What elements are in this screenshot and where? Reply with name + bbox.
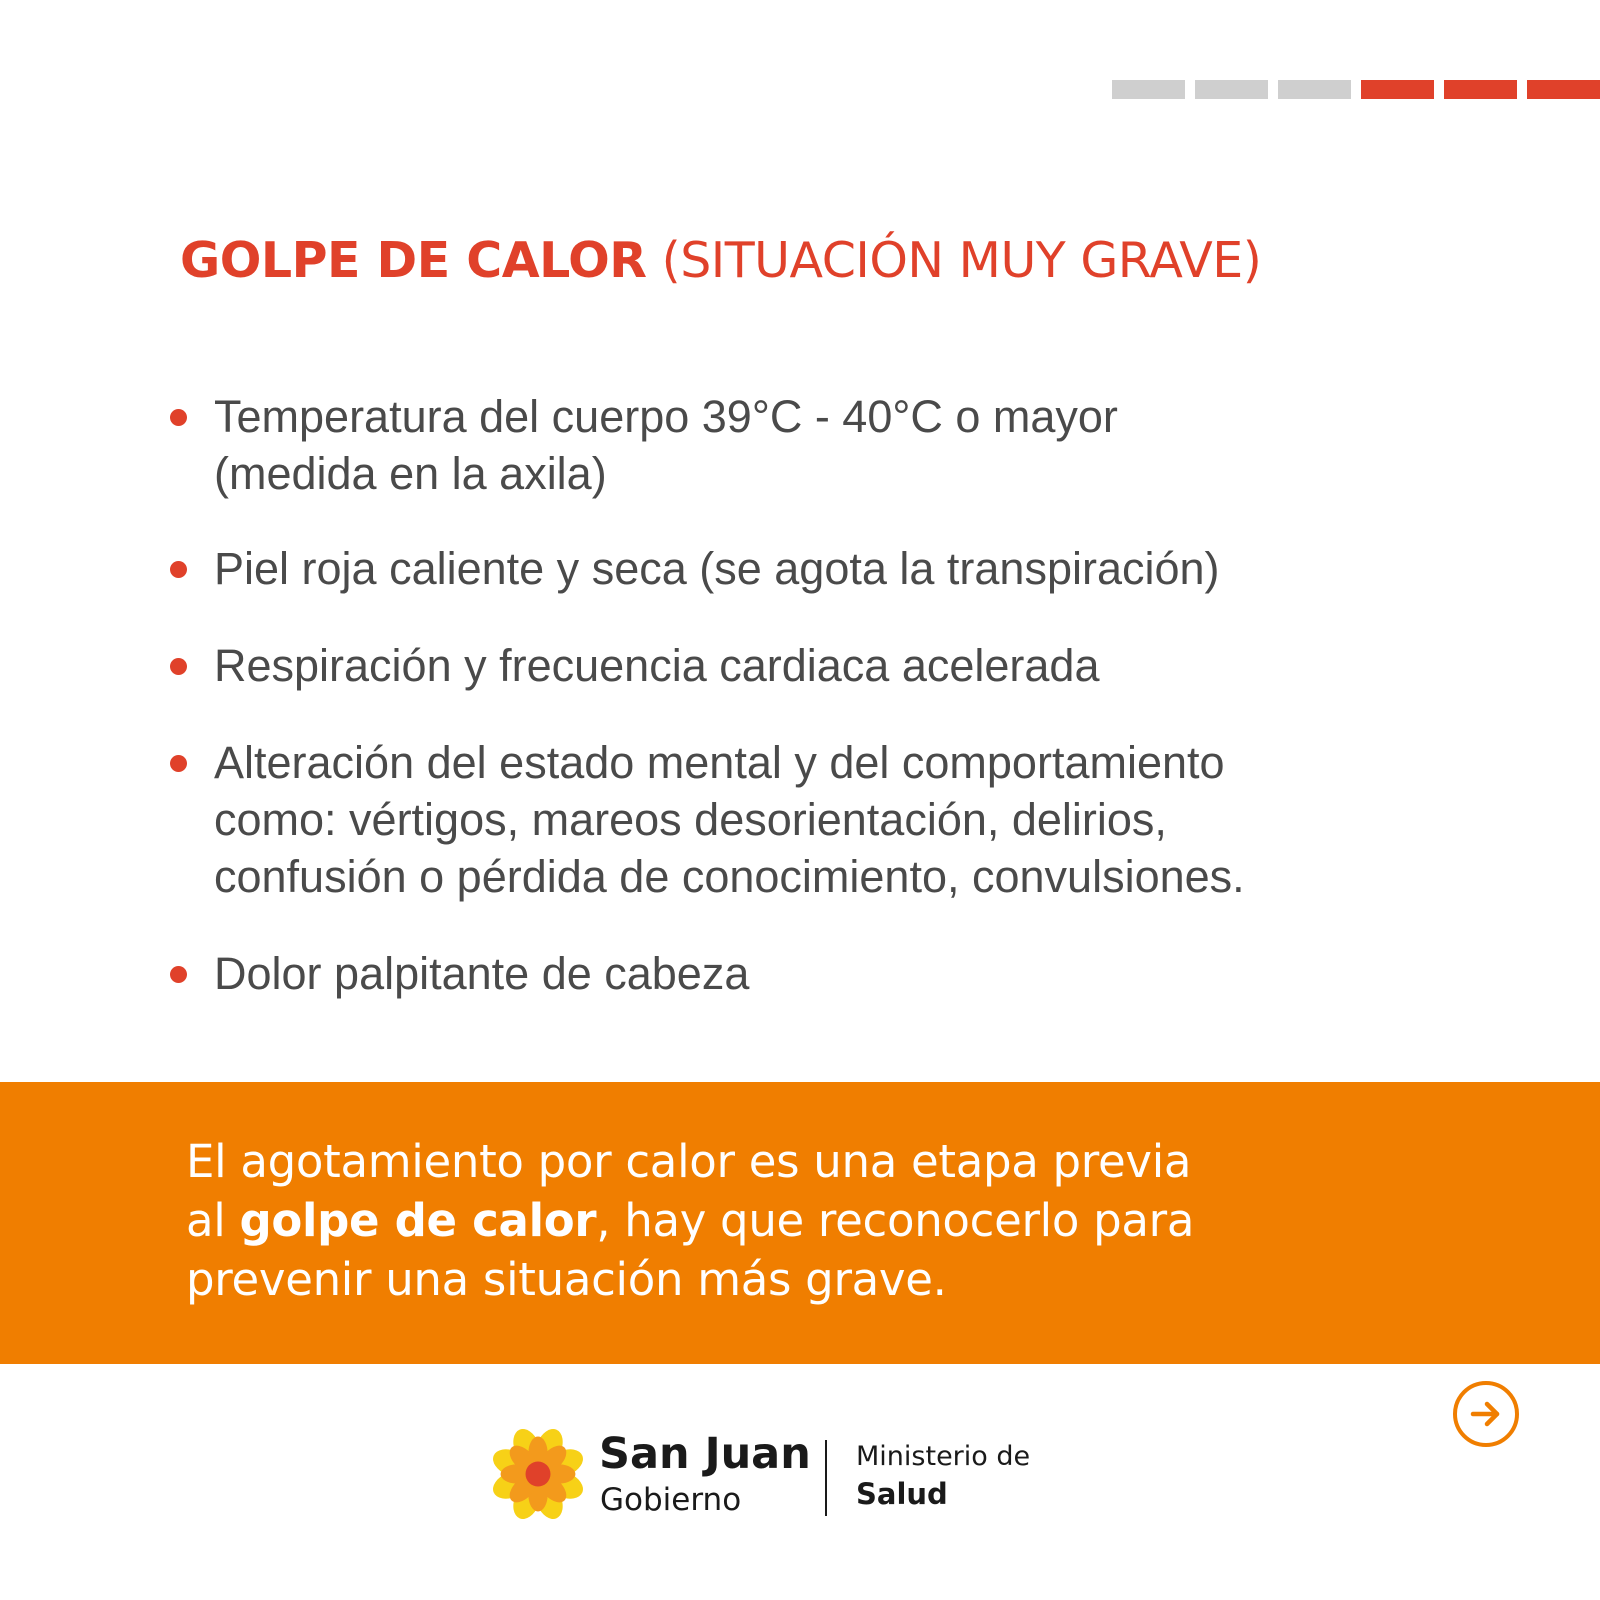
progress-step-4 (1361, 80, 1434, 99)
brand-subtitle: Gobierno (600, 1482, 742, 1518)
ministry-label-line2: Salud (856, 1477, 948, 1511)
progress-step-6 (1527, 80, 1600, 99)
bullet-dot-icon (170, 755, 187, 772)
progress-step-3 (1278, 80, 1351, 99)
banner-text-before: El agotamiento por calor es una etapa previa al (186, 1135, 1192, 1247)
next-slide-button[interactable] (1453, 1381, 1519, 1447)
symptom-item (170, 637, 1400, 694)
symptom-item (170, 734, 1400, 905)
info-banner-text (186, 1132, 1486, 1309)
slide-progress-indicator (1112, 80, 1600, 99)
flower-logo-icon (490, 1426, 586, 1522)
symptom-item (170, 945, 1400, 1002)
arrow-right-circle-icon (1464, 1392, 1508, 1436)
brand-name: San Juan (599, 1429, 811, 1479)
symptom-text: Alteración del estado mental y del comportamiento como: vértigos, mareos desorientación, delirios, confusión o pérdida de conocimiento, convulsiones. (214, 737, 1245, 902)
ministry-label-line1: Ministerio de (856, 1441, 1031, 1472)
page-title (180, 232, 1261, 289)
bullet-dot-icon (170, 409, 187, 426)
bullet-dot-icon (170, 658, 187, 675)
title-strong: GOLPE DE CALOR (180, 232, 647, 289)
symptom-text: Piel roja caliente y seca (se agota la transpiración) (214, 543, 1220, 594)
symptom-list (170, 388, 1400, 1002)
symptom-item (170, 388, 1400, 502)
footer-divider (825, 1440, 827, 1516)
progress-step-2 (1195, 80, 1268, 99)
symptom-text: Respiración y frecuencia cardiaca acelerada (214, 640, 1100, 691)
banner-highlight: golpe de calor (239, 1194, 597, 1247)
bullet-dot-icon (170, 966, 187, 983)
progress-step-5 (1444, 80, 1517, 99)
symptom-item (170, 540, 1400, 597)
symptom-text: Temperatura del cuerpo 39°C - 40°C o mayor (medida en la axila) (214, 391, 1118, 499)
title-normal: (SITUACIÓN MUY GRAVE) (646, 232, 1262, 289)
progress-step-1 (1112, 80, 1185, 99)
symptom-text: Dolor palpitante de cabeza (214, 948, 750, 999)
banner-text-after: , hay que reconocerlo para prevenir una situación más grave. (186, 1194, 1195, 1306)
bullet-dot-icon (170, 561, 187, 578)
